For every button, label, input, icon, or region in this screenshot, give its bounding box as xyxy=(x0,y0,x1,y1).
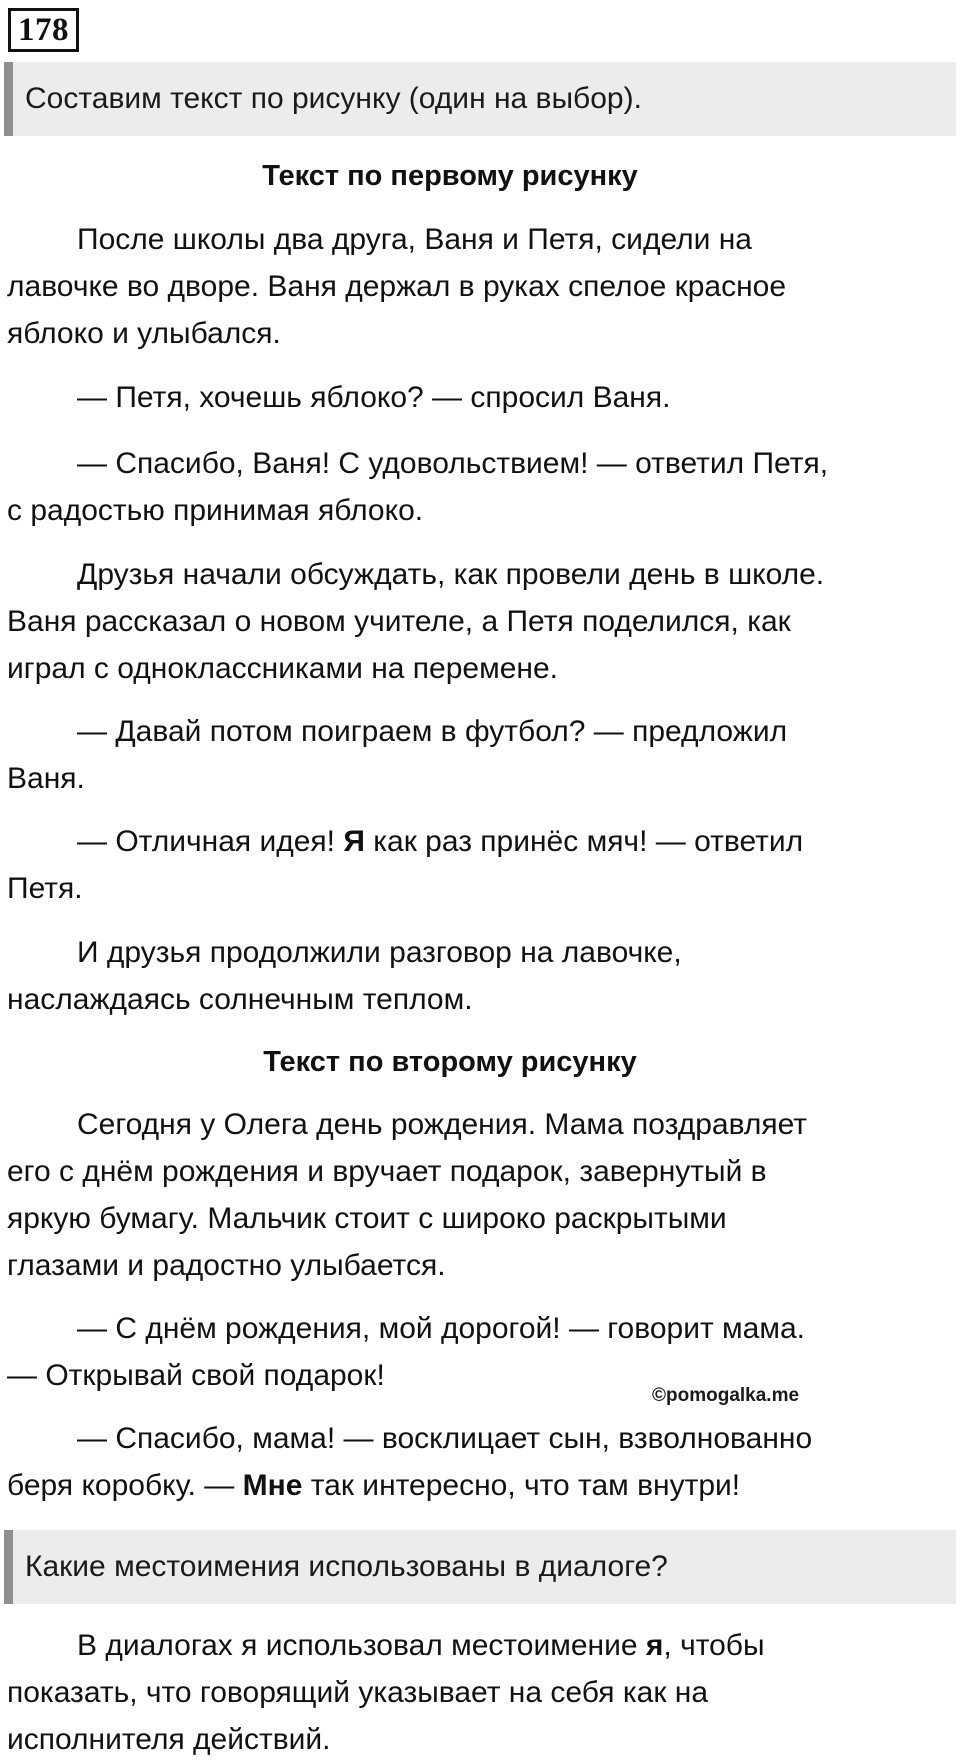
section1-title: Текст по первому рисунку xyxy=(262,160,638,192)
task-question-text: Составим текст по рисунку (один на выбор). xyxy=(25,82,642,115)
section1-paragraph-2: — Петя, хочешь яблоко? — спросил Ваня. xyxy=(77,381,671,414)
section2-paragraph-1: Сегодня у Олега день рождения. Мама поздравляет его с днём рождения и вручает подарок, завернутый в яркую бумагу. Мальчик стоит с широко раскрытыми глазами и радостно улыбается. xyxy=(7,1108,808,1282)
section1-paragraph-5: — Давай потом поиграем в футбол? — предложил Ваня. xyxy=(7,715,788,795)
section1-paragraph-3: — Спасибо, Ваня! С удовольствием! — ответил Петя, с радостью принимая яблоко. xyxy=(7,447,829,527)
task-number-badge: 178 xyxy=(8,8,79,52)
bold-pronoun: я xyxy=(645,1629,664,1662)
watermark: ©pomogalka.me xyxy=(652,1385,800,1406)
section1-paragraph-1: После школы два друга, Ваня и Петя, сидели на лавочке во дворе. Ваня держал в руках спелое красное яблоко и улыбался. xyxy=(7,223,787,350)
bold-pronoun: Я xyxy=(343,825,365,858)
bold-pronoun: Мне xyxy=(242,1469,303,1502)
pronoun-question-text: Какие местоимения использованы в диалоге? xyxy=(25,1550,668,1583)
section1-paragraph-7: И друзья продолжили разговор на лавочке, наслаждаясь солнечным теплом. xyxy=(7,936,682,1016)
task-question-bar xyxy=(4,62,956,136)
answer-paragraph: В диалогах я использовал местоимение я, чтобы показать, что говорящий указывает на себя как на исполнителя действий. xyxy=(7,1629,765,1756)
section2-paragraph-3: — Спасибо, мама! — восклицает сын, взволнованно беря коробку. — Мне так интересно, что там внутри! xyxy=(7,1422,813,1502)
section1-paragraph-6: — Отличная идея! Я как раз принёс мяч! — ответил Петя. xyxy=(7,825,804,905)
pronoun-question-bar xyxy=(4,1530,956,1604)
section2-paragraph-2: — С днём рождения, мой дорогой! — говорит мама. — Открывай свой подарок! xyxy=(7,1312,805,1392)
section2-title: Текст по второму рисунку xyxy=(263,1046,637,1078)
section1-paragraph-4: Друзья начали обсуждать, как провели день в школе. Ваня рассказал о новом учителе, а Петя поделился, как играл с одноклассниками на перемене. xyxy=(7,558,825,685)
